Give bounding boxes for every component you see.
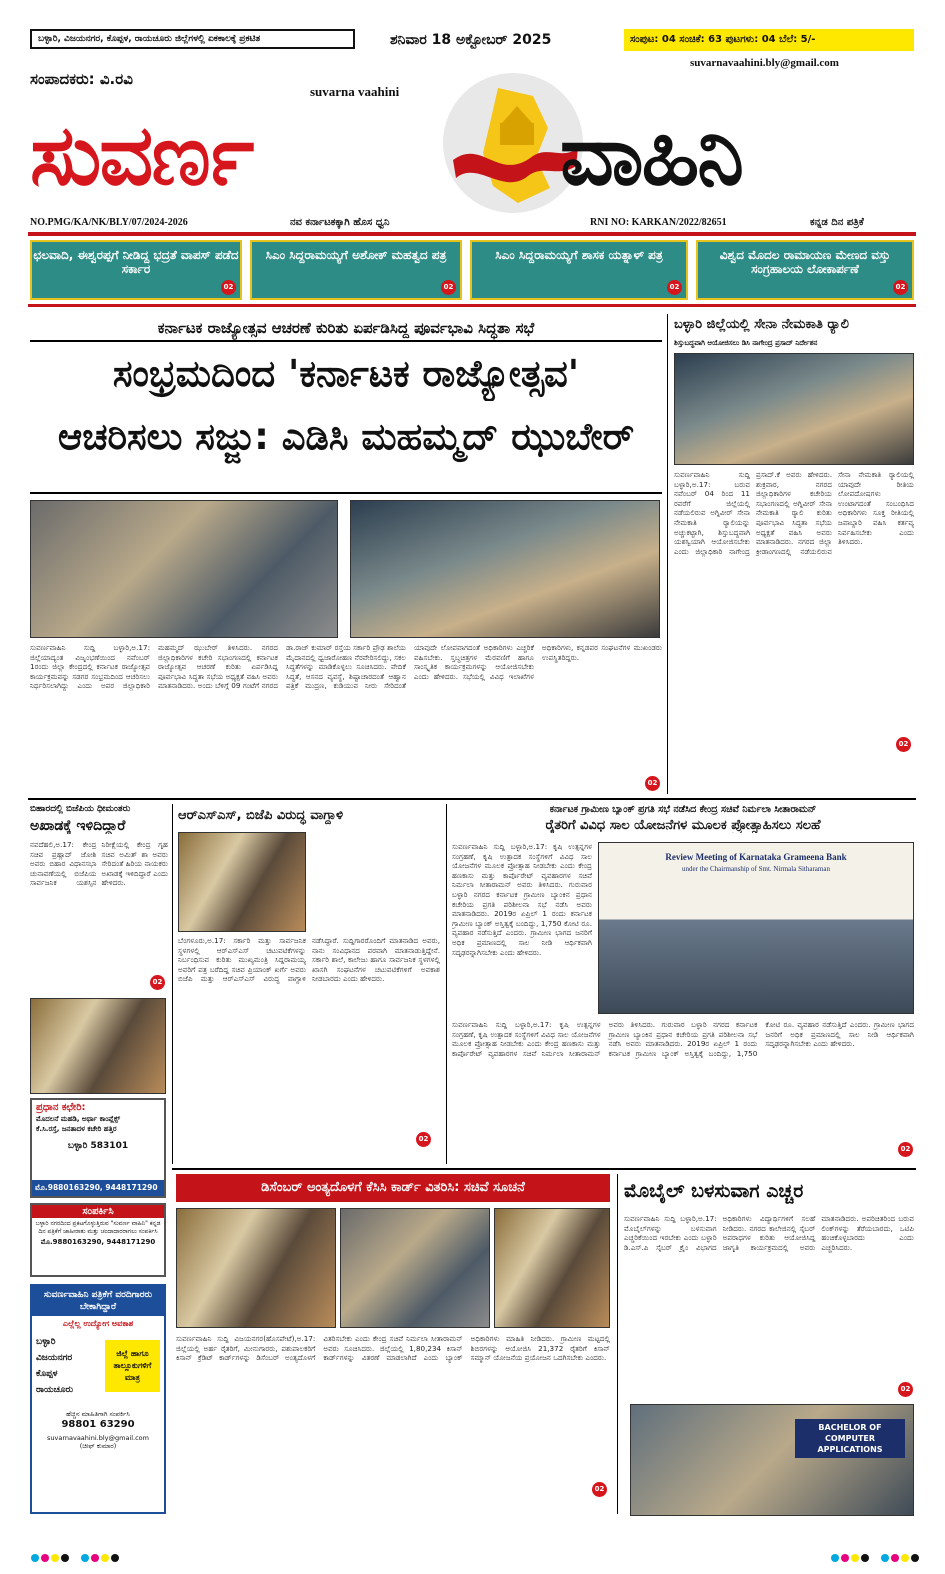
mobile-photo [630, 1404, 914, 1516]
teaser-1-page: 02 [221, 280, 236, 295]
rss-page: 02 [416, 1132, 431, 1147]
bihar-page: 02 [150, 975, 165, 990]
latin-title: suvarna vaahini [310, 84, 400, 99]
office-ad [30, 1098, 166, 1198]
district-2: ವಿಜಯನಗರ [36, 1353, 73, 1363]
reg-number: NO.PMG/KA/NK/BLY/07/2024-2026 [30, 217, 188, 228]
sitharaman-headline[interactable]: ರೈತರಿಗೆ ವಿವಿಧ ಸಾಲ ಯೋಜನೆಗಳ ಮೂಲಕ ಪ್ರೋತ್ಸಾಹಿಸಲು ಸಲಹೆ [545, 818, 821, 833]
sitharaman-photo [598, 842, 914, 1014]
lead-page: 02 [645, 776, 660, 791]
daily-label: ಕನ್ನಡ ದಿನ ಪತ್ರಿಕೆ [810, 217, 864, 228]
issue-date: ಶನಿವಾರ 18 ಅಕ್ಟೋಬರ್ 2025 [390, 32, 552, 48]
army-photo [674, 353, 914, 465]
lead-kicker: ಕರ್ನಾಟಕ ರಾಜ್ಯೋತ್ಸವ ಆಚರಣೆ ಕುರಿತು ಏರ್ಪಡಿಸಿದ್ದ ಪೂರ್ವಭಾವಿ ಸಿದ್ಧತಾ ಸಭೆ [30, 314, 662, 342]
tagline: ನವ ಕರ್ನಾಟಕಕ್ಕಾಗಿ ಹೊಸ ಧ್ವನಿ [290, 217, 390, 228]
reporters-ad [30, 1284, 166, 1514]
sitharaman-body-lower: ಸುವರ್ಣವಾಹಿನಿ ಸುದ್ದಿ ಬಳ್ಳಾರಿ,ಅ.17: ಕೃಷಿ ಉತ್ಪನ್ನಗಳ ಸಂಗ್ರಹಣೆ, ಕೃಷಿ ಉತ್ಪಾದಕ ಸಂಸ್ಥೆಗಳಿಗೆ ವಿವಿಧ ಸಾಲ ಯೋಜನೆಗಳ ಮೂಲಕ ಪ್ರೋತ್ಸಾಹ ನೀಡಬೇಕು ಎಂದು ಕೇಂದ್ರ ಹಣಕಾಸು ಮತ್ತು ಕಾರ್ಪೊರೇಟ್ ವ್ಯವಹಾರಗಳ ಸಚಿವೆ ನಿರ್ಮಲಾ ಸೀತಾರಾಮನ್ ಅವರು ತಿಳಿಸಿದರು. ಗುರುವಾರ ಬಳ್ಳಾರಿ ನಗರದ ಕರ್ನಾಟಕ ಗ್ರಾಮೀಣ ಬ್ಯಾಂಕಿನ ಪ್ರಧಾನ ಕಚೇರಿಯ ಪ್ರಗತಿ ಪರಿಶೀಲನಾ ಸಭೆ ನಡೆಸಿ ಅವರು ಮಾತನಾಡಿದರು. 2019ರ ಏಪ್ರಿಲ್ 1 ರಂದು ಕರ್ನಾಟಕ ಗ್ರಾಮೀಣ ಬ್ಯಾಂಕ್ ಅಸ್ತಿತ್ವಕ್ಕೆ ಬಂದಿದ್ದು, 1,750 ಕೋಟಿ ರೂ. ವ್ಯವಹಾರ ನಡೆಸುತ್ತಿದೆ ಎಂದರು. ಗ್ರಾಮೀಣ ಭಾಗದ ಜನರಿಗೆ ಅಧಿಕ ಪ್ರಮಾಣದಲ್ಲಿ ಸಾಲ ನೀಡಿ ಆರ್ಥಿಕವಾಗಿ ಸದೃಢರನ್ನಾಗಿಸಬೇಕು ಎಂದು ಹೇಳಿದರು. [452, 1020, 914, 1058]
email-address: suvarnavaahini.bly@gmail.com [690, 57, 839, 69]
rss-photo [178, 832, 306, 932]
kcc-photo-right [494, 1208, 610, 1328]
reporters-phone: 98801 63290 [61, 1419, 135, 1430]
sitharaman-page: 02 [898, 1142, 913, 1157]
reporters-sub: ಎಲ್ಲೆಲ್ಲ ಉದ್ಯೋಗ ಅವಕಾಶ [62, 1319, 134, 1328]
district-4: ರಾಯಚೂರು [36, 1385, 74, 1395]
teaser-2[interactable] [250, 240, 462, 300]
office-phone: ಮೊ.9880163290, 9448171290 [32, 1180, 164, 1196]
bihar-portrait [30, 998, 166, 1094]
reporters-contact-label: ಹೆಚ್ಚಿನ ಮಾಹಿತಿಗಾಗಿ ಸಂಪರ್ಕಿಸಿ [66, 1410, 130, 1418]
reporters-title: ಸುವರ್ಣವಾಹಿನಿ ಪತ್ರಿಕೆಗೆ ವರದಿಗಾರರು ಬೇಕಾಗಿದ್ದಾರೆ [32, 1286, 164, 1316]
reporters-email: suvarnavaahini.bly@gmail.com [46, 1434, 149, 1442]
mobile-headline[interactable]: ಮೊಬೈಲ್ ಬಳಸುವಾಗ ಎಚ್ಚರ [624, 1180, 804, 1202]
office-title: ಪ್ರಧಾನ ಕಛೇರಿ: [36, 1102, 86, 1113]
teaser-2-page: 02 [441, 280, 456, 295]
lead-body: ಸುವರ್ಣವಾಹಿನಿ ಸುದ್ದಿ ಬಳ್ಳಾರಿ,ಅ.17: ಜಿಲ್ಲೆಯಾದ್ಯಂತ ವಿಜೃಂಭಣೆಯಿಂದ ನವೆಂಬರ್ 1ರಂದು ಜಿಲ್ಲಾ ಕೇಂದ್ರದಲ್ಲಿ ಕರ್ನಾಟಕ ರಾಜ್ಯೋತ್ಸವ ಕಾರ್ಯಕ್ರಮವನ್ನು ಸಡಗರ ಸಂಭ್ರಮದಿಂದ ಆಚರಿಸಲು ನಿರ್ಧರಿಸಲಾಗಿದ್ದು ಎಂದು ಅಪರ ಜಿಲ್ಲಾಧಿಕಾರಿ ಮಹಮ್ಮದ್ ಝುಬೇರ್ ತಿಳಿಸಿದರು. ನಗರದ ಜಿಲ್ಲಾಧಿಕಾರಿಗಳ ಕಚೇರಿ ಸಭಾಂಗಣದಲ್ಲಿ ಕರ್ನಾಟಕ ರಾಜ್ಯೋತ್ಸವ ಆಚರಣೆ ಕುರಿತು ಏರ್ಪಡಿಸಿದ್ದ ಪೂರ್ವಭಾವಿ ಸಿದ್ಧತಾ ಸಭೆಯ ಅಧ್ಯಕ್ಷತೆ ವಹಿಸಿ ಅವರು ಮಾತನಾಡಿದರು. ಅಂದು ಬೆಳಿಗ್ಗೆ 09 ಗಂಟೆಗೆ ನಗರದ ಡಾ.ರಾಜ್ ಕುಮಾರ್ ರಸ್ತೆಯ ಸರ್ಕಾರಿ ಪ್ರೌಢ ಶಾಲೆಯ ಮೈದಾನದಲ್ಲಿ ಧ್ವಜಾರೋಹಣ ನೆರವೇರಿಸಲಿದ್ದು, ಸಕಲ ಸಿದ್ಧತೆಗಳನ್ನು ಮಾಡಿಕೊಳ್ಳಲು ಸೂಚಿಸಿದರು. ವೇದಿಕೆ ಸಿದ್ಧತೆ, ಆಸನದ ವ್ಯವಸ್ಥೆ, ಶಿಷ್ಟಾಚಾರದಂತೆ ಆಹ್ವಾನ ಪತ್ರಿಕೆ ಮುದ್ರಣ, ಕುಡಿಯುವ ನೀರು ಸೇರಿದಂತೆ ಯಾವುದೇ ಲೋಪವಾಗದಂತೆ ಅಧಿಕಾರಿಗಳು ಎಚ್ಚರಿಕೆ ವಹಿಸಬೇಕು. ಸ್ತಬ್ಧಚಿತ್ರಗಳ ಮೆರವಣಿಗೆ ಹಾಗೂ ಸಾಂಸ್ಕೃತಿಕ ಕಾರ್ಯಕ್ರಮಗಳನ್ನು ಆಯೋಜಿಸಬೇಕು ಎಂದು ಹೇಳಿದರು. ಸಭೆಯಲ್ಲಿ ವಿವಿಧ ಇಲಾಖೆಗಳ ಅಧಿಕಾರಿಗಳು, ಕನ್ನಡಪರ ಸಂಘಟನೆಗಳ ಮುಖಂಡರು ಉಪಸ್ಥಿತರಿದ್ದರು. [30, 643, 662, 691]
teaser-3[interactable] [470, 240, 688, 300]
army-page: 02 [896, 737, 911, 752]
lead-headline-2[interactable]: ಆಚರಿಸಲು ಸಜ್ಜು: ಎಡಿಸಿ ಮಹಮ್ಮದ್ ಝುಬೇರ್ [57, 415, 635, 458]
lead-photo-right [350, 500, 660, 638]
mobile-body: ಸುವರ್ಣವಾಹಿನಿ ಸುದ್ದಿ ಬಳ್ಳಾರಿ,ಅ.17: ಮೊಬೈಲ್‌ಗಳನ್ನು ಬಳಸುವಾಗ ಎಚ್ಚರಿಕೆಯಿಂದ ಇರಬೇಕು ಎಂದು ಬಳ್ಳಾರಿ ಡಿ.ಎಸ್.ಪಿ ಸೈಬರ್ ಕ್ರೈಂ ವಿಭಾಗದ ಅಧಿಕಾರಿಗಳು ವಿದ್ಯಾರ್ಥಿಗಳಿಗೆ ಸಲಹೆ ನೀಡಿದರು. ನಗರದ ಕಾಲೇಜಿನಲ್ಲಿ ಸೈಬರ್ ಅಪರಾಧಗಳ ಕುರಿತು ಆಯೋಜಿಸಿದ್ದ ಜಾಗೃತಿ ಕಾರ್ಯಕ್ರಮದಲ್ಲಿ ಅವರು ಮಾತನಾಡಿದರು. ಅಪರಿಚಿತರಿಂದ ಬರುವ ಲಿಂಕ್‌ಗಳನ್ನು ತೆರೆಯಬಾರದು, ಒಟಿಪಿ ಹಂಚಿಕೊಳ್ಳಬಾರದು ಎಂದು ಎಚ್ಚರಿಸಿದರು. [624, 1214, 914, 1252]
sitharaman-body: ಸುವರ್ಣವಾಹಿನಿ ಸುದ್ದಿ ಬಳ್ಳಾರಿ,ಅ.17: ಕೃಷಿ ಉತ್ಪನ್ನಗಳ ಸಂಗ್ರಹಣೆ, ಕೃಷಿ ಉತ್ಪಾದಕ ಸಂಸ್ಥೆಗಳಿಗೆ ವಿವಿಧ ಸಾಲ ಯೋಜನೆಗಳ ಮೂಲಕ ಪ್ರೋತ್ಸಾಹ ನೀಡಬೇಕು ಎಂದು ಕೇಂದ್ರ ಹಣಕಾಸು ಮತ್ತು ಕಾರ್ಪೊರೇಟ್ ವ್ಯವಹಾರಗಳ ಸಚಿವೆ ನಿರ್ಮಲಾ ಸೀತಾರಾಮನ್ ಅವರು ತಿಳಿಸಿದರು. ಗುರುವಾರ ಬಳ್ಳಾರಿ ನಗರದ ಕರ್ನಾಟಕ ಗ್ರಾಮೀಣ ಬ್ಯಾಂಕಿನ ಪ್ರಧಾನ ಕಚೇರಿಯ ಪ್ರಗತಿ ಪರಿಶೀಲನಾ ಸಭೆ ನಡೆಸಿ ಅವರು ಮಾತನಾಡಿದರು. 2019ರ ಏಪ್ರಿಲ್ 1 ರಂದು ಕರ್ನಾಟಕ ಗ್ರಾಮೀಣ ಬ್ಯಾಂಕ್ ಅಸ್ತಿತ್ವಕ್ಕೆ ಬಂದಿದ್ದು, 1,750 ಕೋಟಿ ರೂ. ವ್ಯವಹಾರ ನಡೆಸುತ್ತಿದೆ ಎಂದರು. ಗ್ರಾಮೀಣ ಭಾಗದ ಜನರಿಗೆ ಅಧಿಕ ಪ್ರಮಾಣದಲ್ಲಿ ಸಾಲ ನೀಡಿ ಆರ್ಥಿಕವಾಗಿ ಸದೃಢರನ್ನಾಗಿಸಬೇಕು ಎಂದು ಹೇಳಿದರು. [452, 842, 592, 957]
district-1: ಬಳ್ಳಾರಿ [36, 1337, 56, 1347]
lead-headline-1[interactable]: ಸಂಭ್ರಮದಿಂದ 'ಕರ್ನಾಟಕ ರಾಜ್ಯೋತ್ಸವ' [112, 352, 580, 395]
issue-info: ಸಂಪುಟ: 04 ಸಂಚಿಕೆ: 63 ಪುಟಗಳು: 04 ಬೆಲೆ: 5/- [624, 29, 914, 51]
contact-body: ಬಳ್ಳಾರಿ ನಗರದಿಂದ ಪ್ರಕಟಗೊಳ್ಳುತ್ತಿರುವ "ಸುವರ್ಣ ವಾಹಿನಿ" ಕನ್ನಡ ದಿನ ಪತ್ರಿಕೆಗೆ ಜಾಹೀರಾತು ಮತ್ತು ಚಂದಾದಾರರಾಗಲು ಸಂಪರ್ಕಿಸಿ [35, 1220, 161, 1235]
district-3: ಕೊಪ್ಪಳ [36, 1369, 58, 1379]
bihar-kicker: ಬಿಹಾರದಲ್ಲಿ ಬಿಜೆಪಿಯ ಧೀಮಂತರು [30, 804, 131, 814]
teaser-3-text: ಸಿಎಂ ಸಿದ್ದರಾಮಯ್ಯಗೆ ಶಾಸಕ ಯತ್ನಾಳ್ ಪತ್ರ [495, 248, 663, 262]
mobile-page: 02 [898, 1382, 913, 1397]
district-banner: ಬಳ್ಳಾರಿ, ವಿಜಯನಗರ, ಕೊಪ್ಪಳ, ರಾಯಚೂರು ಜಿಲ್ಲೆಗಳಲ್ಲಿ ಏಕಕಾಲಕ್ಕೆ ಪ್ರಕಟಿತ [30, 29, 355, 49]
masthead-title-right: ವಾಹಿನಿ [560, 106, 742, 204]
teaser-1[interactable] [30, 240, 242, 300]
contact-phone: ಮೊ.9880163290, 9448171290 [40, 1238, 156, 1246]
kcc-headline[interactable]: ಡಿಸೆಂಬರ್ ಅಂತ್ಯದೊಳಗೆ ಕೆಸಿಸಿ ಕಾರ್ಡ್ ವಿತರಿಸಿ: ಸಚಿವೆ ಸೂಚನೆ [176, 1174, 610, 1202]
teaser-4[interactable] [696, 240, 914, 300]
sitharaman-banner-sub: under the Chairmanship of Smt. Nirmala Sitharaman [682, 865, 830, 873]
contact-ad [30, 1203, 166, 1277]
bihar-headline[interactable]: ಅಖಾಡಕ್ಕೆ ಇಳಿದಿದ್ದಾರೆ [30, 818, 126, 834]
sitharaman-banner-title: Review Meeting of Karnataka Grameena Bank [665, 852, 847, 862]
office-city: ಬಳ್ಳಾರಿ 583101 [67, 1141, 129, 1151]
kcc-body: ಸುವರ್ಣವಾಹಿನಿ ಸುದ್ದಿ ವಿಜಯನಗರ(ಹೊಸಪೇಟೆ),ಅ.17: ಜಿಲ್ಲೆಯಲ್ಲಿ ಅರ್ಹ ರೈತರಿಗೆ, ಮೀನುಗಾರರು, ಪಶುಪಾಲಕರಿಗೆ ಕಿಸಾನ್ ಕ್ರೆಡಿಟ್ ಕಾರ್ಡ್‌ಗಳನ್ನು ಡಿಸೆಂಬರ್ ಅಂತ್ಯದೊಳಗೆ ವಿತರಿಸಬೇಕು ಎಂದು ಕೇಂದ್ರ ಸಚಿವೆ ನಿರ್ಮಲಾ ಸೀತಾರಾಮನ್ ಅವರು ಸೂಚಿಸಿದರು. ಜಿಲ್ಲೆಯಲ್ಲಿ 1,80,234 ಕಿಸಾನ್ ಕಾರ್ಡ್‌ಗಳನ್ನು ವಿತರಣೆ ಮಾಡಲಾಗಿದೆ ಎಂದು ಬ್ಯಾಂಕ್ ಅಧಿಕಾರಿಗಳು ಮಾಹಿತಿ ನೀಡಿದರು. ಗ್ರಾಮೀಣ ಮಟ್ಟದಲ್ಲಿ ಶಿಬಿರಗಳನ್ನು ಆಯೋಜಿಸಿ 21,372 ರೈತರಿಗೆ ಕಿಸಾನ್ ಸಮ್ಮಾನ್ ಯೋಜನೆಯ ಪ್ರಯೋಜನ ಒದಗಿಸಬೇಕು ಎಂದರು. [176, 1334, 610, 1363]
mobile-banner-text: BACHELOR OF COMPUTER APPLICATIONS [795, 1419, 905, 1458]
lead-photo-left [30, 500, 338, 638]
army-headline[interactable]: ಬಳ್ಳಾರಿ ಜಿಲ್ಲೆಯಲ್ಲಿ ಸೇನಾ ನೇಮಕಾತಿ ರ್‍ಯಾಲಿ [674, 317, 849, 332]
contact-title: ಸಂಪರ್ಕಿಸಿ [32, 1205, 164, 1218]
teaser-4-page: 02 [893, 280, 908, 295]
taluk-note: ಜಿಲ್ಲೆ ಹಾಗೂ ತಾಲ್ಲೂಕುಗಳಿಗೆ ಮಾತ್ರ [105, 1340, 160, 1392]
army-subhead: ಶಿಸ್ತುಬದ್ಧವಾಗಿ ಆಯೋಜಿಸಲು ಡಿಸಿ ನಾಗೇಂದ್ರ ಪ್ರಸಾದ್ ನಿರ್ದೇಶನ [674, 339, 818, 347]
kcc-photo-left [176, 1208, 336, 1328]
registration-marks-left [30, 1548, 180, 1558]
masthead-title-left: ಸುವರ್ಣ [30, 106, 253, 204]
bihar-body: ನವದೆಹಲಿ,ಅ.17: ಕೇಂದ್ರ ಸಚಿವ ಪ್ರಹ್ಲಾದ್ ಜೋಶಿ ಅವರು ಬಿಹಾರ ವಿಧಾನಸಭಾ ಚುನಾವಣೆಯಲ್ಲಿ ಬಿಜೆಪಿಯ ಸಾರ್ವಜನಿಕ ಯಶಸ್ಸಿನ ನಿರೀಕ್ಷೆಯಲ್ಲಿ ಕೇಂದ್ರ ಗೃಹ ಸಚಿವ ಅಮಿತ್ ಶಾ ಅವರು ಸೇರಿದಂತೆ ಹಿರಿಯ ನಾಯಕರು ಅಖಾಡಕ್ಕೆ ಇಳಿದಿದ್ದಾರೆ ಎಂದು ಹೇಳಿದರು. [30, 840, 168, 888]
teaser-4-text: ವಿಶ್ವದ ಮೊದಲ ರಾಮಾಯಣ ಮೇಣದ ವಸ್ತು ಸಂಗ್ರಹಾಲಯ ಲೋಕಾರ್ಪಣೆ [719, 248, 891, 276]
rss-body: ಬೆಂಗಳೂರು,ಅ.17: ಸರ್ಕಾರಿ ಮತ್ತು ಸಾರ್ವಜನಿಕ ಸ್ಥಳಗಳಲ್ಲಿ ಆರ್‌ಎಸ್‌ಎಸ್ ಚಟುವಟಿಕೆಗಳನ್ನು ನಿರ್ಬಂಧಿಸುವ ಕುರಿತು ಮುಖ್ಯಮಂತ್ರಿ ಸಿದ್ದರಾಮಯ್ಯ ಅವರಿಗೆ ಪತ್ರ ಬರೆದಿದ್ದ ಸಚಿವ ಪ್ರಿಯಾಂಕ್ ಖರ್ಗೆ ಅವರು ಬಿಜೆಪಿ ಮತ್ತು ಆರ್‌ಎಸ್‌ಎಸ್ ವಿರುದ್ಧ ವಾಗ್ದಾಳಿ ನಡೆಸಿದ್ದಾರೆ. ಸುದ್ದಿಗಾರರೊಂದಿಗೆ ಮಾತನಾಡಿದ ಅವರು, ನಾನು ಸಂವಿಧಾನದ ಪರವಾಗಿ ಮಾತನಾಡುತ್ತಿದ್ದೇನೆ. ಸರ್ಕಾರಿ ಶಾಲೆ, ಕಾಲೇಜು ಹಾಗೂ ಸಾರ್ವಜನಿಕ ಸ್ಥಳಗಳಲ್ಲಿ ಖಾಸಗಿ ಸಂಘಟನೆಗಳ ಚಟುವಟಿಕೆಗಳಿಗೆ ಅವಕಾಶ ನೀಡಬಾರದು ಎಂದು ಹೇಳಿದರು. [178, 936, 440, 984]
editor-name: ಸಂಪಾದಕರು: ವಿ.ರವಿ [30, 70, 133, 88]
rss-headline[interactable]: ಆರ್‌ಎಸ್‌ಎಸ್, ಬಿಜೆಪಿ ವಿರುದ್ಧ ವಾಗ್ದಾಳಿ [178, 808, 344, 823]
teaser-3-page: 02 [667, 280, 682, 295]
office-line-1: ಮೊದಲನೆ ಮಹಡಿ, ಅರ್ಥಾ ಕಾಂಪ್ಲೆಕ್ಸ್ [36, 1115, 121, 1123]
kcc-photo-middle [340, 1208, 490, 1328]
teaser-1-text: ಛಲವಾದಿ, ಈಶ್ವರಪ್ಪಗೆ ನೀಡಿದ್ದ ಭದ್ರತೆ ವಾಪಸ್ ಪಡೆದ ಸರ್ಕಾರ [33, 248, 239, 276]
reporters-signature: (ಚೀಫ್ ಕುಮಾರ) [79, 1442, 117, 1450]
rni-number: RNI NO: KARKAN/2022/82651 [590, 217, 727, 228]
teaser-2-text: ಸಿಎಂ ಸಿದ್ದರಾಮಯ್ಯಗೆ ಅಶೋಕ್ ಮಹತ್ವದ ಪತ್ರ [265, 248, 447, 262]
registration-marks-right [770, 1548, 920, 1558]
office-line-2: ಕೆ.ಸಿ.ರಸ್ತೆ, ಜನತಾದಳ ಕಚೇರಿ ಹತ್ತಿರ [36, 1125, 117, 1133]
kcc-page: 02 [592, 1482, 607, 1497]
army-body: ಸುವರ್ಣವಾಹಿನಿ ಸುದ್ದಿ ಬಳ್ಳಾರಿ,ಅ.17: ಬರುವ ನವೆಂಬರ್ 04 ರಿಂದ 11 ರವರೆಗೆ ಜಿಲ್ಲೆಯಲ್ಲಿ ನಡೆಯಲಿರುವ ಅಗ್ನಿವೀರ್ ಸೇನಾ ನೇಮಕಾತಿ ರ್‍ಯಾಲಿಯನ್ನು ಅಚ್ಚುಕಟ್ಟಾಗಿ, ಶಿಸ್ತುಬದ್ಧವಾಗಿ ಯಶಸ್ವಿಯಾಗಿ ಆಯೋಜಿಸಬೇಕು ಎಂದು ಜಿಲ್ಲಾಧಿಕಾರಿ ನಾಗೇಂದ್ರ ಪ್ರಸಾದ್.ಕೆ ಅವರು ಹೇಳಿದರು. ಶುಕ್ರವಾರ, ನಗರದ ಜಿಲ್ಲಾಧಿಕಾರಿಗಳ ಕಚೇರಿಯ ಸಭಾಂಗಣದಲ್ಲಿ ಅಗ್ನಿವೀರ್ ಸೇನಾ ನೇಮಕಾತಿ ರ್‍ಯಾಲಿ ಕುರಿತು ಪೂರ್ವಭಾವಿ ಸಿದ್ಧತಾ ಸಭೆಯ ಅಧ್ಯಕ್ಷತೆ ವಹಿಸಿ ಅವರು ಮಾತನಾಡಿದರು. ನಗರದ ಜಿಲ್ಲಾ ಕ್ರೀಡಾಂಗಣದಲ್ಲಿ ನಡೆಯಲಿರುವ ಸೇನಾ ನೇಮಕಾತಿ ರ್‍ಯಾಲಿಯಲ್ಲಿ ಯಾವುದೇ ರೀತಿಯ ಲೋಪದೋಷಗಳು ಉಂಟಾಗದಂತೆ ಸಂಬಂಧಿಸಿದ ಅಧಿಕಾರಿಗಳು ಸೂಕ್ತ ರೀತಿಯಲ್ಲಿ ಜವಾಬ್ದಾರಿ ವಹಿಸಿ ಕರ್ತವ್ಯ ನಿರ್ವಹಿಸಬೇಕು ಎಂದು ತಿಳಿಸಿದರು. [674, 470, 914, 556]
sitharaman-kicker: ಕರ್ನಾಟಕ ಗ್ರಾಮೀಣ ಬ್ಯಾಂಕ್ ಪ್ರಗತಿ ಸಭೆ ನಡೆಸಿದ ಕೇಂದ್ರ ಸಚಿವೆ ನಿರ್ಮಲಾ ಸೀತಾರಾಮನ್ [549, 804, 817, 815]
